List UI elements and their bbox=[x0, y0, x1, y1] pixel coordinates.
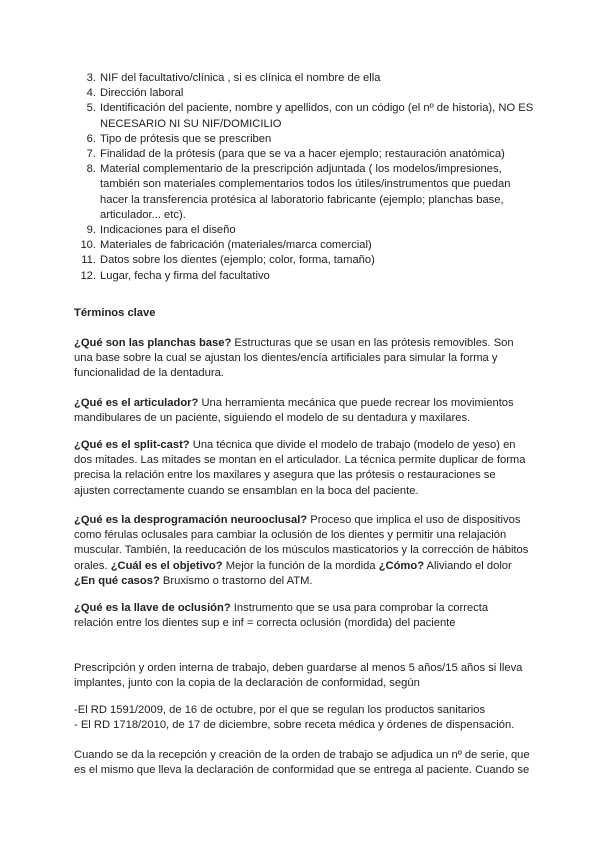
term-question-objetivo: ¿Cuál es el objetivo? bbox=[110, 559, 223, 572]
term-answer: Estructuras que se usan en las prótesis removibles. Son una base sobre la cual se ajustan los dientes/encía artificiales para simular la forma y funcionalidad de la dentadura. bbox=[74, 337, 514, 380]
term-articulador bbox=[74, 396, 530, 426]
list-item-text: Lugar, fecha y firma del facultativo bbox=[100, 269, 270, 282]
list-item-text: Materiales de fabricación (materiales/marca comercial) bbox=[100, 239, 372, 252]
list-item: 7. Finalidad de la prótesis (para que se va a hacer ejemplo; restauración anatómica) bbox=[86, 148, 505, 161]
list-item: 6. Tipo de prótesis que se prescriben bbox=[86, 132, 272, 145]
term-split-cast bbox=[74, 438, 530, 499]
paragraph-rd-1718: - El RD 1718/2010, de 17 de diciembre, sobre receta médica y órdenes de dispensación. bbox=[74, 719, 515, 731]
term-answer: Proceso que implica el uso de dispositivos como férulas oclusales para cambiar la oclusión de los dientes y permitir una relajación muscular. También, la reeducación de los músculos masticatorios y la corrección de hábitos orales. bbox=[74, 514, 529, 572]
section-title: Términos clave bbox=[74, 307, 156, 319]
requirements-list bbox=[74, 71, 534, 284]
paragraph-recepcion: Cuando se da la recepción y creación de la orden de trabajo se adjudica un nº de serie, que es el mismo que lleva la declaración de conformidad que se entrega al paciente. Cuando se bbox=[74, 749, 530, 777]
list-item-text: Material complementario de la prescripción adjuntada ( los modelos/impresiones, también son materiales complementarios todos los útiles/instrumentos que puedan hacer la transferencia protésica al laboratorio fabricante (ejemplo; planchas base, articulador... etc). bbox=[100, 163, 511, 221]
term-question: ¿Qué es la desprogramación neurooclusal? bbox=[74, 514, 308, 526]
term-desprogramacion bbox=[74, 513, 530, 589]
list-item: 9. Indicaciones para el diseño bbox=[86, 224, 236, 237]
term-planchas-base bbox=[74, 336, 530, 382]
paragraph-rd-1591: -El RD 1591/2009, de 16 de octubre, por el que se regulan los productos sanitarios bbox=[74, 704, 486, 716]
list-item-text: Datos sobre los dientes (ejemplo; color, forma, tamaño) bbox=[100, 254, 375, 267]
list-item-text: Tipo de prótesis que se prescriben bbox=[100, 132, 272, 145]
term-answer-objetivo: Mejor la función de la mordida bbox=[222, 559, 379, 572]
list-item: 10. Materiales de fabricación (materiales/marca comercial) bbox=[80, 239, 372, 252]
term-question: ¿Qué es el split-cast? bbox=[74, 439, 190, 451]
list-item-text: Dirección laboral bbox=[100, 87, 184, 100]
list-item: 12. Lugar, fecha y firma del facultativo bbox=[80, 269, 270, 282]
term-question: ¿Qué son las planchas base? bbox=[74, 337, 232, 349]
list-item-text: Finalidad de la prótesis (para que se va a hacer ejemplo; restauración anatómica) bbox=[100, 148, 505, 161]
list-item: 5. Identificación del paciente, nombre y apellidos, con un código (el nº de historia), NO ES NECESARIO NI SU NIF/DOMICILIO bbox=[86, 102, 534, 130]
term-answer: Instrumento que se usa para comprobar la correcta relación entre los dientes sup e inf = correcta oclusión (mordida) del paciente bbox=[74, 602, 489, 630]
term-answer-casos: Bruxismo o trastorno del ATM. bbox=[159, 574, 313, 587]
term-llave-oclusion bbox=[74, 601, 530, 631]
list-item-text: Indicaciones para el diseño bbox=[100, 224, 236, 237]
term-answer: Una técnica que divide el modelo de trabajo (modelo de yeso) en dos mitades. Las mitades se montan en el articulador. La técnica permite duplicar de forma precisa la relación entre los maxilares y asegura que las prótesis o restauraciones se ajusten correctamente cuando se ensamblan en la boca del paciente. bbox=[74, 439, 526, 497]
term-question-como: ¿Cómo? bbox=[378, 559, 425, 572]
list-item-text: NIF del facultativo/clínica , si es clínica el nombre de ella bbox=[100, 72, 381, 84]
list-item: 11. Datos sobre los dientes (ejemplo; color, forma, tamaño) bbox=[81, 254, 375, 267]
term-answer: Una herramienta mecánica que puede recrear los movimientos mandibulares de un paciente, siguiendo el modelo de su dentadura y maxilares. bbox=[74, 397, 514, 425]
term-question: ¿Qué es la llave de oclusión? bbox=[74, 602, 231, 614]
list-item: 3. NIF del facultativo/clínica , si es clínica el nombre de ella bbox=[86, 72, 381, 84]
term-question: ¿Qué es el articulador? bbox=[74, 397, 199, 409]
term-question-casos: ¿En qué casos? bbox=[74, 574, 160, 587]
list-item: 4. Dirección laboral bbox=[86, 87, 184, 100]
list-item-text: Identificación del paciente, nombre y apellidos, con un código (el nº de historia), NO ES NECESARIO NI SU NIF/DOMICILIO bbox=[100, 102, 534, 130]
list-item: 8. Material complementario de la prescripción adjuntada ( los modelos/impresiones, también son materiales complementarios todos los útiles/instrumentos que puedan hacer la transferencia protésica al laboratorio fabricante (ejemplo; planchas base, articulador... etc). bbox=[86, 163, 511, 221]
paragraph-prescripcion: Prescripción y orden interna de trabajo, deben guardarse al menos 5 años/15 años si lleva implantes, junto con la copia de la declaración de conformidad, según bbox=[74, 662, 523, 690]
term-answer-como: Aliviando el dolor bbox=[424, 559, 512, 572]
